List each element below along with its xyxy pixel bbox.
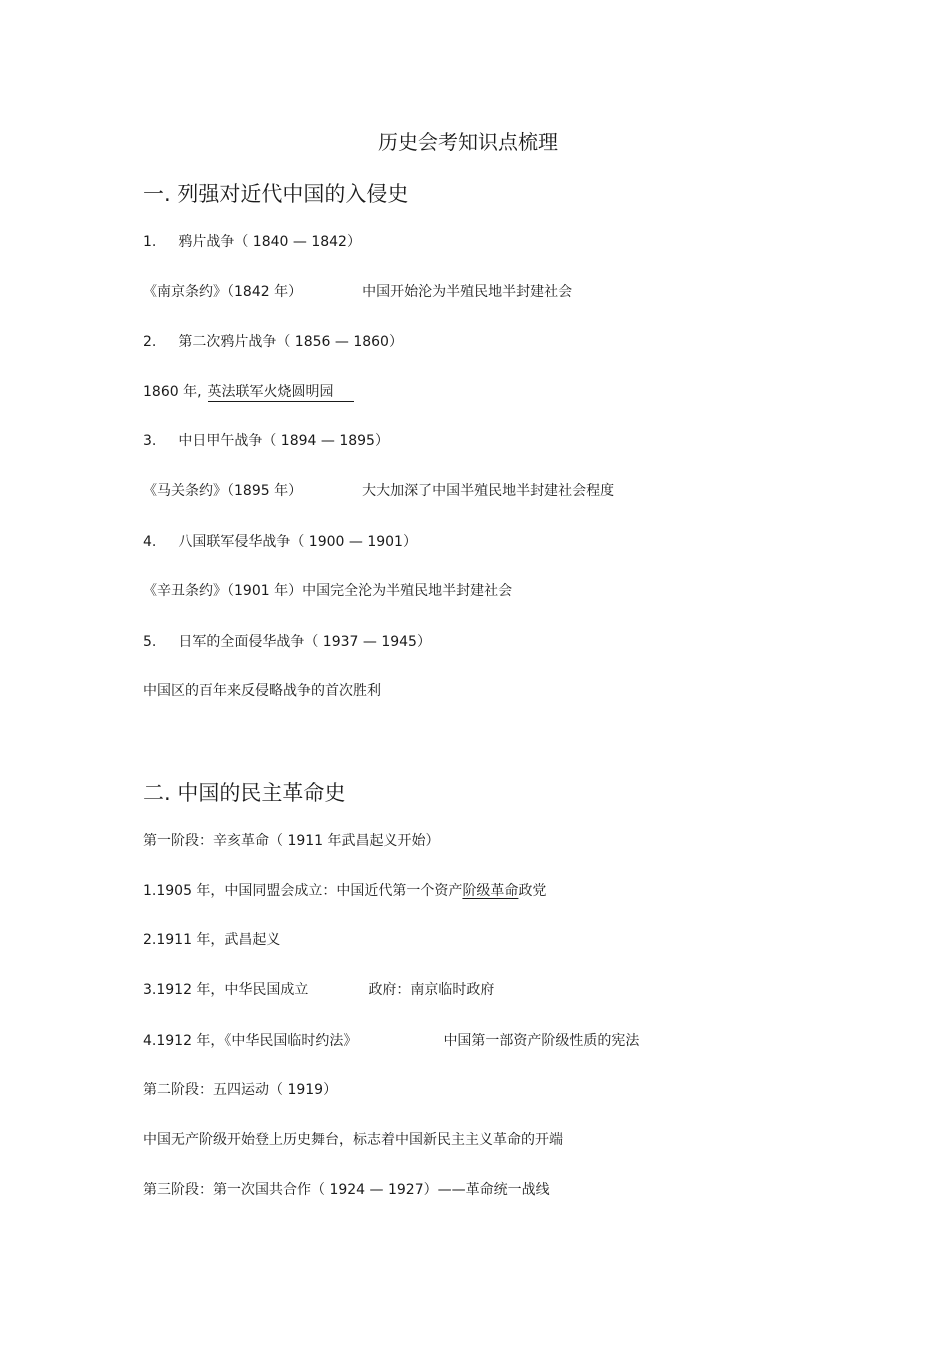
stage-line [143,831,440,851]
list-item [143,681,381,701]
underlined-text: 英法联军火烧圆明园 [208,383,354,402]
item-text: 2.1911 年，武昌起义 [143,932,281,948]
item-number: 4. [143,534,157,550]
item-text: 政府：南京临时政府 [368,982,495,998]
item-text: 中国无产阶级开始登上历史舞台，标志着中国新民主主义革命的开端 [143,1132,563,1148]
stage-line [143,1080,337,1100]
item-text: 第二次鸦片战争（ 1856 — 1860） [178,334,403,350]
item-number: 1. [143,234,157,250]
list-item [143,632,431,652]
item-text: 中日甲午战争（ 1894 — 1895） [178,433,389,449]
item-text: 中国区的百年来反侵略战争的首次胜利 [143,683,381,699]
list-item [143,232,361,252]
list-item [143,1031,639,1051]
page-title: 历史会考知识点梳理 [378,130,558,154]
section-heading-revolution: 二. 中国的民主革命史 [143,781,346,805]
treaty-note: 大大加深了中国半殖民地半封建社会程度 [362,483,615,499]
treaty-name: 《马关条约》（1895 年） [143,483,303,499]
stage-text: 第三阶段：第一次国共合作（ 1924 — 1927）——革命统一战线 [143,1182,550,1198]
list-item [143,431,389,451]
list-item [143,930,280,950]
item-text: 4.1912 年，《中华民国临时约法》 [143,1033,358,1049]
underlined-text: 阶级革命 [462,883,519,899]
item-text: 1860 年, [143,384,202,400]
item-text: 政党 [518,883,547,899]
stage-text: 第二阶段：五四运动（ 1919） [143,1082,338,1098]
list-item [143,481,614,501]
item-text: 八国联军侵华战争（ 1900 — 1901） [178,534,417,550]
list-item [143,881,546,901]
item-number: 5. [143,634,157,650]
item-text: 中国第一部资产阶级性质的宪法 [443,1033,640,1049]
stage-text: 第一阶段：辛亥革命（ 1911 年武昌起义开始） [143,833,440,849]
list-item [143,1130,563,1150]
list-item [143,532,417,552]
stage-line [143,1180,550,1200]
list-item [143,332,403,352]
list-item [143,581,512,601]
treaty-name: 《南京条约》（1842 年） [143,284,303,300]
item-text: 《辛丑条约》（1901 年）中国完全沦为半殖民地半封建社会 [143,583,513,599]
item-number: 2. [143,334,157,350]
item-text: 鸦片战争（ 1840 — 1842） [178,234,361,250]
item-text: 3.1912 年，中华民国成立 [143,982,309,998]
treaty-note: 中国开始沦为半殖民地半封建社会 [362,284,573,300]
item-number: 3. [143,433,157,449]
item-text: 1.1905 年，中国同盟会成立：中国近代第一个资产 [143,883,463,899]
list-item [143,282,572,302]
item-text: 日军的全面侵华战争（ 1937 — 1945） [178,634,431,650]
list-item [143,382,354,402]
list-item [143,980,494,1000]
section-heading-invasion: 一. 列强对近代中国的入侵史 [143,182,409,206]
